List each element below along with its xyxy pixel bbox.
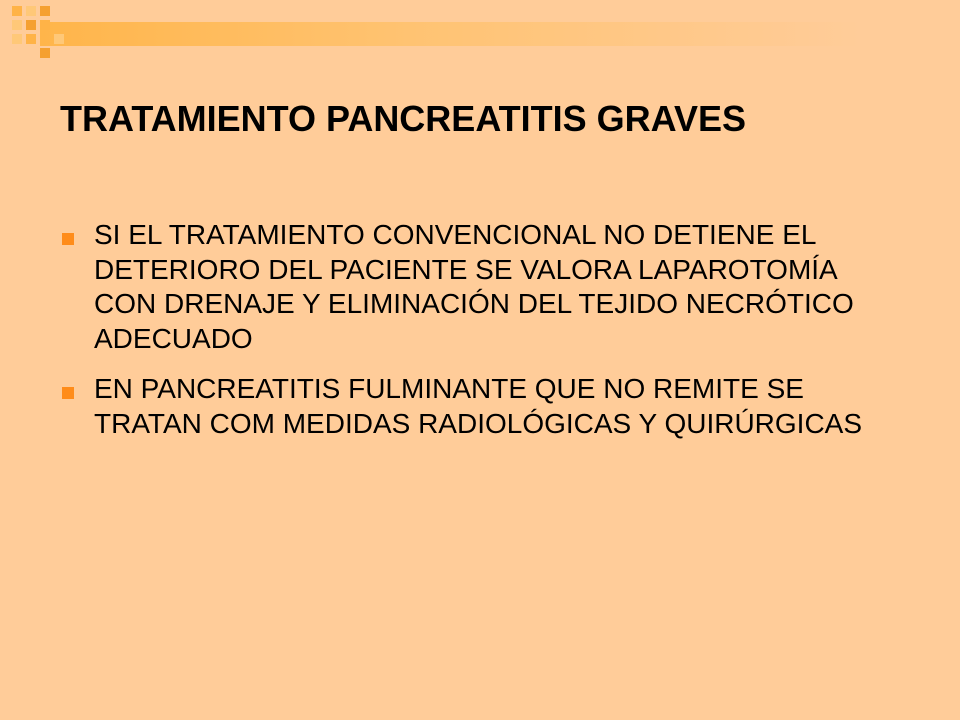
slide-title: TRATAMIENTO PANCREATITIS GRAVES [60,98,747,139]
corner-square [40,48,50,58]
corner-square [54,34,64,44]
corner-square [12,20,22,30]
corner-square [26,6,36,16]
corner-square [12,34,22,44]
corner-square [26,34,36,44]
header-decoration-bar [40,22,860,46]
corner-square [40,6,50,16]
square-bullet-icon [62,387,74,399]
corner-square [12,6,22,16]
bullet-text: SI EL TRATAMIENTO CONVENCIONAL NO DETIENE EL DETERIORO DEL PACIENTE SE VALORA LAPAROTOMÍA CON DRENAJE Y ELIMINACIÓN DEL TEJIDO NECRÓTICO ADECUADO [94,219,854,354]
square-bullet-icon [62,233,74,245]
bullet-text: EN PANCREATITIS FULMINANTE QUE NO REMITE SE TRATAN COM MEDIDAS RADIOLÓGICAS Y QUIRÚRGICAS [94,373,863,439]
corner-square [26,20,36,30]
corner-square [40,20,50,30]
bullet-item [60,218,900,356]
bullet-list [60,218,900,457]
bullet-item [60,372,900,441]
